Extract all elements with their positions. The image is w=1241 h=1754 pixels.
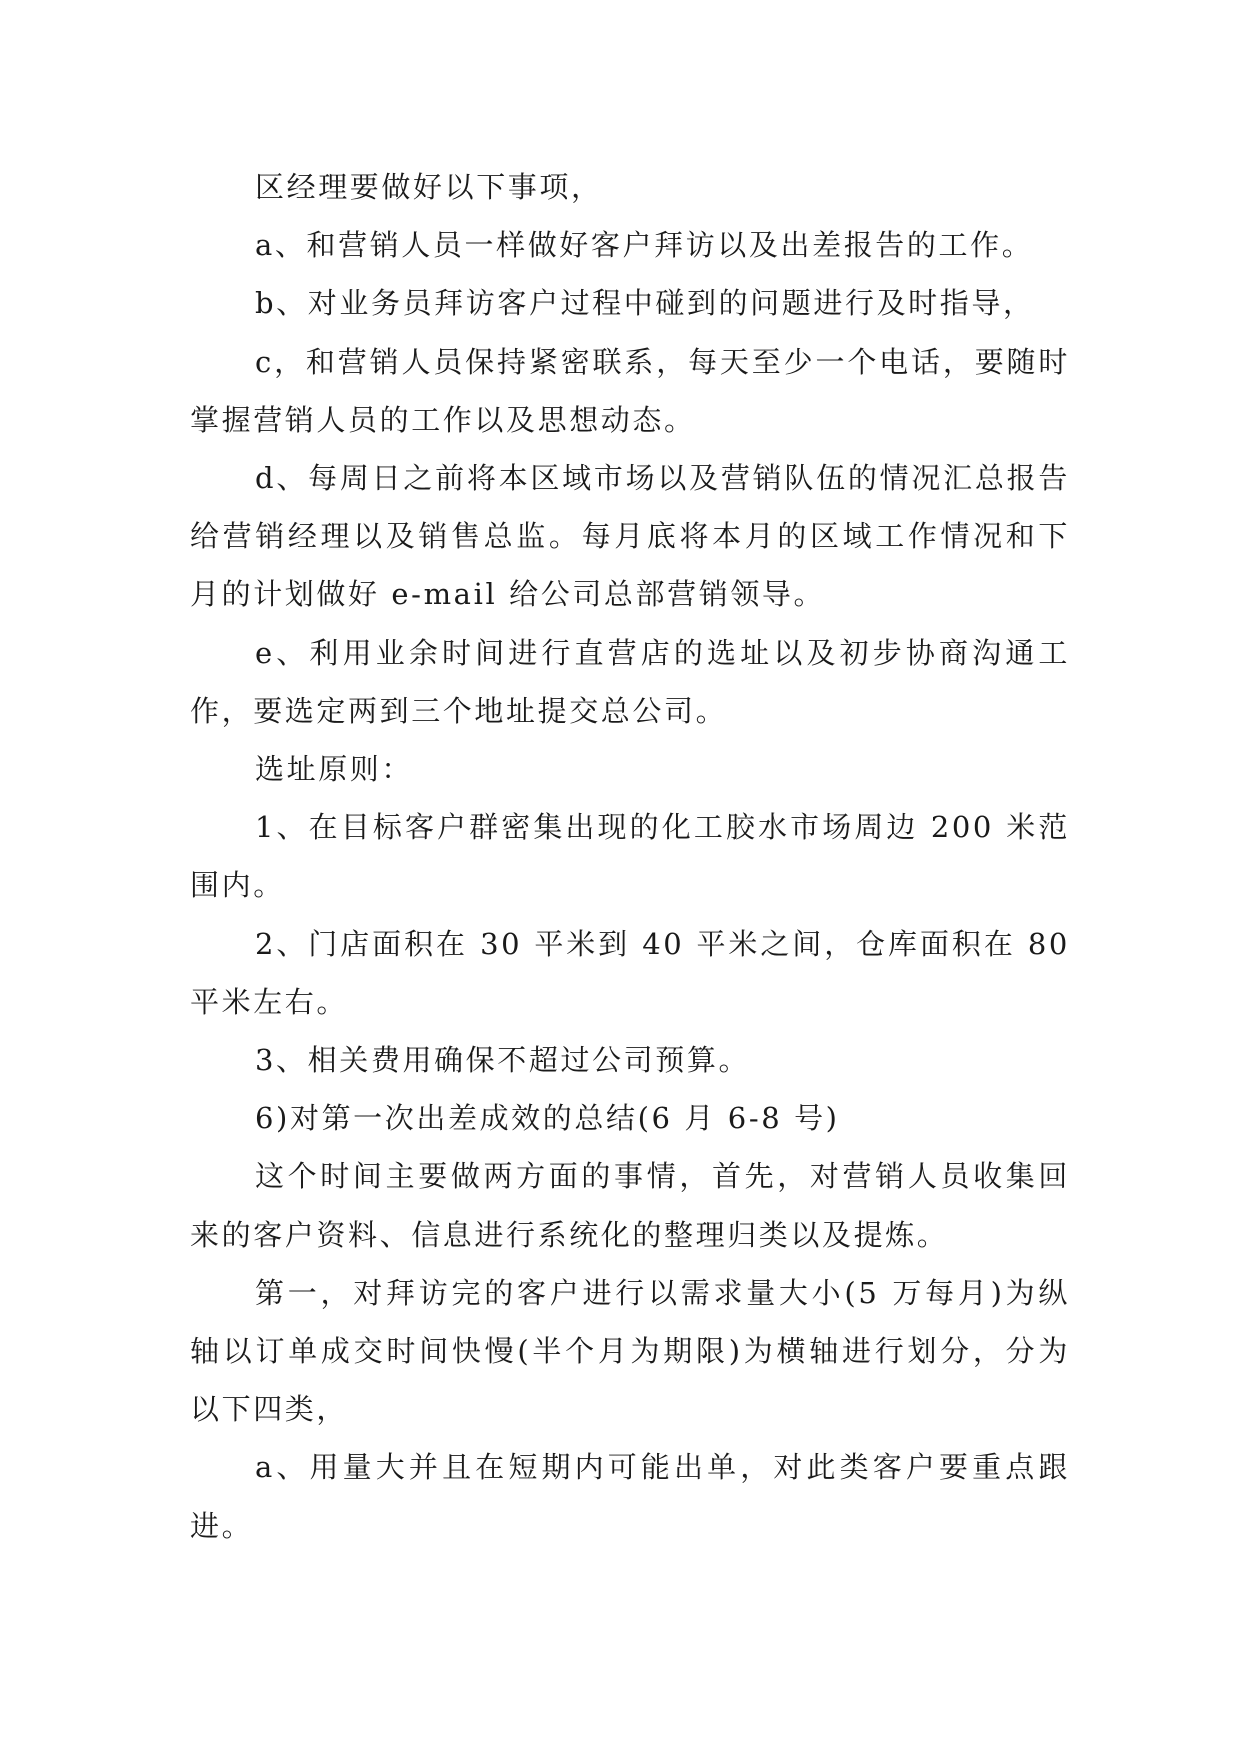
paragraph-item-c: c，和营销人员保持紧密联系，每天至少一个电话，要随时掌握营销人员的工作以及思想动态。: [190, 344, 1070, 437]
paragraph-section-6-heading: 6)对第一次出差成效的总结(6 月 6-8 号): [255, 1101, 840, 1136]
paragraph-item-e: e、利用业余时间进行直营店的选址以及初步协商沟通工作，要选定两到三个地址提交总公司。: [190, 635, 1070, 728]
paragraph-item-a: a、和营销人员一样做好客户拜访以及出差报告的工作。: [255, 228, 1034, 263]
paragraph-class-a: a、用量大并且在短期内可能出单，对此类客户要重点跟进。: [190, 1450, 1070, 1543]
paragraph-first-classification: 第一，对拜访完的客户进行以需求量大小(5 万每月)为纵轴以订单成交时间快慢(半个月为期限)为横轴进行划分，分为以下四类，: [190, 1275, 1070, 1427]
paragraph-item-b: b、对业务员拜访客户过程中碰到的问题进行及时指导，: [255, 286, 1035, 321]
paragraph-section-6-intro: 这个时间主要做两方面的事情，首先，对营销人员收集回来的客户资料、信息进行系统化的整理归类以及提炼。: [190, 1159, 1070, 1252]
document-body: [190, 158, 1070, 1555]
paragraph-principle-3: 3、相关费用确保不超过公司预算。: [255, 1043, 751, 1078]
paragraph-intro: 区经理要做好以下事项，: [255, 170, 603, 204]
paragraph-item-d: d、每周日之前将本区域市场以及营销队伍的情况汇总报告给营销经理以及销售总监。每月底将本月的区域工作情况和下月的计划做好 e-mail 给公司总部营销领导。: [190, 461, 1070, 612]
paragraph-principle-2: 2、门店面积在 30 平米到 40 平米之间，仓库面积在 80 平米左右。: [190, 926, 1070, 1019]
paragraph-site-principles-heading: 选址原则：: [255, 752, 414, 787]
paragraph-principle-1: 1、在目标客户群密集出现的化工胶水市场周边 200 米范围内。: [190, 810, 1070, 903]
